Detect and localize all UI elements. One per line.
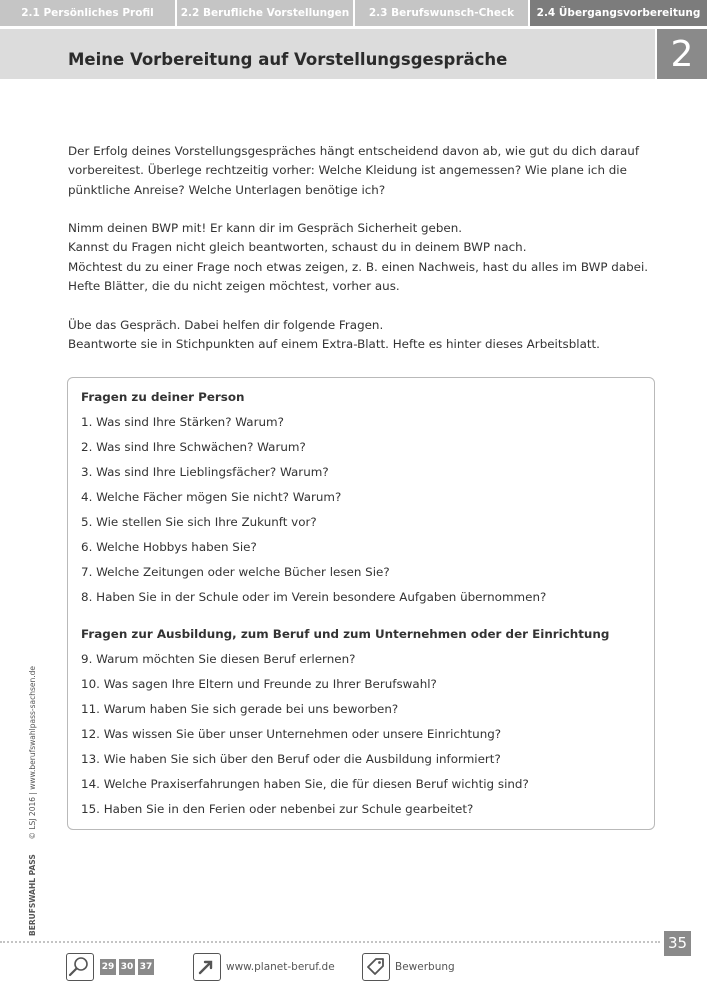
intro-paragraph-2	[68, 219, 648, 296]
text-line: Hefte Blätter, die du nicht zeigen möchtest, vorher aus.	[68, 279, 400, 294]
chapter-number: 2	[657, 29, 707, 79]
text-line: pünktliche Anreise? Welche Unterlagen benötige ich?	[68, 182, 386, 197]
page-ref-link[interactable]: 29	[100, 959, 116, 975]
tag-icon[interactable]	[362, 953, 390, 981]
question-item: 6. Welche Hobbys haben Sie?	[81, 540, 257, 554]
magnifier-icon[interactable]	[66, 953, 94, 981]
question-item: 14. Welche Praxiserfahrungen haben Sie, die für diesen Beruf wichtig sind?	[81, 777, 529, 791]
question-item: 13. Wie haben Sie sich über den Beruf oder die Ausbildung informiert?	[81, 752, 501, 766]
career-questions	[81, 622, 609, 822]
text-line: Der Erfolg deines Vorstellungsgespräches hängt entscheidend davon ab, wie gut du dich darauf	[68, 144, 640, 158]
intro-paragraph-1	[68, 142, 648, 200]
tab-berufliche-vorstellungen[interactable]: 2.2 Berufliche Vorstellungen	[177, 0, 355, 26]
side-copyright	[28, 666, 37, 936]
person-questions	[81, 385, 546, 610]
page-ref-link[interactable]: 30	[119, 959, 135, 975]
text-line: Kannst du Fragen nicht gleich beantworten, schaust du in deinem BWP nach.	[68, 240, 527, 255]
page-ref-link[interactable]: 37	[138, 959, 154, 975]
question-item: 7. Welche Zeitungen oder welche Bücher lesen Sie?	[81, 565, 390, 579]
question-item: 15. Haben Sie in den Ferien oder nebenbei zur Schule gearbeitet?	[81, 802, 474, 816]
tab-uebergangsvorbereitung[interactable]: 2.4 Übergangsvorbereitung	[530, 0, 707, 26]
question-item: 1. Was sind Ihre Stärken? Warum?	[81, 415, 284, 429]
reference-pages	[100, 959, 154, 975]
question-item: 10. Was sagen Ihre Eltern und Freunde zu Ihrer Berufswahl?	[81, 677, 437, 691]
career-questions-heading: Fragen zur Ausbildung, zum Beruf und zum Unternehmen oder der Einrichtung	[81, 627, 610, 641]
text-line: Nimm deinen BWP mit! Er kann dir im Gespräch Sicherheit geben.	[68, 221, 463, 236]
question-item: 3. Was sind Ihre Lieblingsfächer? Warum?	[81, 465, 329, 479]
footer-divider	[0, 941, 660, 943]
text-line: Beantworte sie in Stichpunkten auf einem Extra-Blatt. Hefte es hinter dieses Arbeitsblatt.	[68, 336, 600, 351]
intro-paragraph-3	[68, 316, 648, 355]
copyright-text: © LSJ 2016 | www.berufswahlpass-sachsen.de	[28, 665, 37, 840]
person-questions-heading: Fragen zu deiner Person	[81, 390, 245, 404]
question-item: 5. Wie stellen Sie sich Ihre Zukunft vor?	[81, 515, 317, 529]
tab-berufswunsch-check[interactable]: 2.3 Berufswunsch-Check	[355, 0, 530, 26]
question-item: 4. Welche Fächer mögen Sie nicht? Warum?	[81, 490, 342, 504]
page-number: 35	[664, 931, 691, 956]
text-line: Übe das Gespräch. Dabei helfen dir folgende Fragen.	[68, 317, 384, 332]
external-link-icon[interactable]	[193, 953, 221, 981]
page-title: Meine Vorbereitung auf Vorstellungsgespräche	[68, 50, 508, 69]
question-item: 2. Was sind Ihre Schwächen? Warum?	[81, 440, 306, 454]
brand-logo-text: BERUFSWAHL PASS	[28, 854, 37, 936]
question-item: 12. Was wissen Sie über unser Unternehmen oder unsere Einrichtung?	[81, 727, 502, 741]
text-line: Möchtest du zu einer Frage noch etwas zeigen, z. B. einen Nachweis, hast du alles im BWP dabei.	[68, 259, 649, 274]
question-item: 11. Warum haben Sie sich gerade bei uns beworben?	[81, 702, 399, 716]
topic-link[interactable]: Bewerbung	[395, 961, 455, 973]
text-line: vorbereitest. Überlege rechtzeitig vorher: Welche Kleidung ist angemessen? Wie plane ich die	[68, 163, 627, 178]
website-link[interactable]: www.planet-beruf.de	[226, 961, 335, 973]
tab-persoenliches-profil[interactable]: 2.1 Persönliches Profil	[0, 0, 177, 26]
section-tabs	[0, 0, 707, 26]
intro-text	[68, 142, 648, 374]
question-item: 8. Haben Sie in der Schule oder im Verein besondere Aufgaben übernommen?	[81, 590, 547, 604]
question-item: 9. Warum möchten Sie diesen Beruf erlernen?	[81, 652, 356, 666]
